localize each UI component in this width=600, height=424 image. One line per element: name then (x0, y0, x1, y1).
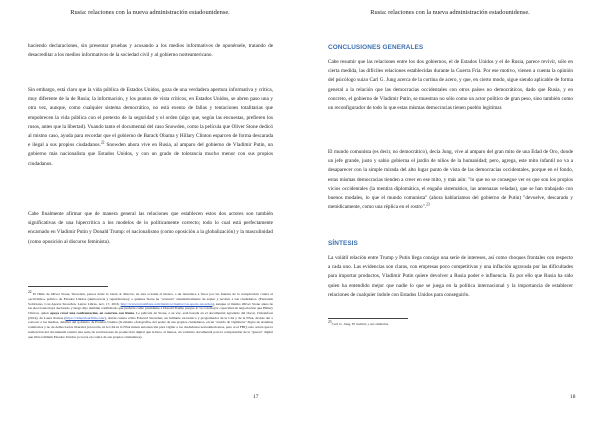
footnote-ref-23[interactable]: 23 (426, 202, 430, 207)
right-paragraph-3: La volátil relación entre Trump y Putin llega consigo una serie de intereses, así como choques frontales con respecto a cada uno. Las evidencias son claras, con empresas poco competitivas y una inflación agravada por las dificultades para importar productos, Vladimir Putin quiere devolver a Rusia poder e influencia. Es por ello que Rusia ha sido quien ha entendido mejor que nadie lo que se juega en la política internacional y la importancia de establecer relaciones de cualquier índole con Estados Unidos para conseguirlo. (328, 255, 573, 298)
footnote-divider-right (328, 318, 408, 319)
left-paragraph-1: haciendo declaraciones, sin presentar pruebas y acusando a los medios informativos de oponérsele, tratando de desacreditar a los medios informativos de la sociedad civil y al gobierno norteamericano. (28, 43, 273, 59)
footnote-marker: 23 (328, 320, 332, 324)
footnote-ref-22[interactable]: 22 (100, 140, 105, 145)
page-number-right: 18 (570, 394, 576, 400)
left-paragraph-2: Sin embargo, está claro que la vida pública de Estados Unidos, goza de una verdadera apertura informativa y crítica, muy diferente de la de Rusia; la información, y los puntos de vista críticos, en Estados Unidos, se abren paso una y otra vez, aunque, como cualquier sistema democrático, no está exento de fallas y tentaciones totalitarias que empobrecen la vida pública con el pretexto de la seguridad y el orden (algo que, según las encuestas, prefieren los rusos, antes que la libertad). Vuando tanto el documental del caso Snowden, como la película que Oliver Stone dedicó al mismo caso, ayuda para recordar que el gobierno de Barack Obama y Hillary Clinton esparcen de forma descarada e ilegal a sus propios ciudadanos.$^{22}$ Snowden ahora vive en Rusia, al amparo del gobierno de Vladimir Putin, un gobierno más nacionalista que Estados Unidos, y con un grado de tolerancia mucho menor con sus propios ciudadanos. (28, 87, 273, 167)
right-paragraph-2: El mundo comunista (es decir, no democrático), decía Jung, vive al amparo del gran mito de una Edad de Oro, donde un jefe grande, justo y sabio gobierna el jardín de niños de la humanidad; pero, agrega, este mito infantil no va a desaparecer con la simple mirada del alto lugar punto de vista de las democracias occidentales, porque en el fondo, estas mismas democracias tienden a creer en ese mito, y más aún: "lo que no se consegue ver es que son los propios vicios occidentales (la mentira diplomática, el engaño sistemático, las amenazas veladas), que se han trabajado con buenos modales, lo que el mundo comunista" (ahora hablaríamos del gobierno de Putin) "devuelve, descarado y metódicamente, como una réplica en el rostro".$^{23}$ (328, 149, 573, 211)
footnote-divider-left (28, 286, 108, 287)
heading-conclusiones: CONCLUSIONES GENERALES (328, 44, 424, 51)
page-number-left: 17 (253, 394, 259, 400)
footnote-23: $^{23}$Carl G. Jung, El hombre y sus símbolos. (328, 320, 390, 327)
footnote-link-letraslibres[interactable]: http://www.letraslibres.com/mexico/cinema/con-aporte-snowden (120, 301, 213, 306)
right-paragraph-1: Cabe resumir que las relaciones entre los dos gobiernos, el de Estados Unidos y el de Rusia, parece revivir, sólo en cierta medida, las difíciles relaciones establecidas durante la Guerra Fría. Por ese motivo, vienen a cuenta la opinión del psicólogo suizo Carl G. Jung acerca de la cortina de acero, y que, en cierto modo, sigue siendo aplicable de forma general a la relación que las democracias occidentales con otros países no democráticos, dado que Rusia, y en concreto, el gobierno de Vladimir Putin, se muestran no sólo como un actor político de gran peso, sino también como un reconfigurador de todo lo que estas mismas democracias tienen pueblo legitimar. (328, 59, 573, 112)
footnote-emphasis: apoya crear una confrontación, en concreto con Rusia (49, 310, 134, 315)
footnote-marker: 22 (28, 290, 32, 294)
right-page (300, 0, 600, 424)
running-head-right: Rusia: relaciones con la nueva administración estadounidense. (370, 9, 530, 16)
footnote-22: $^{22}$ El filme de Oliver Stone, Snowden, parece darle la razón al director, en esta ocasión al menos, a un desenlace a favor por las fuentes de la conspiración contra el «activismo» político de Estados Unidos (democracia y republicanos); a quienes Stone ha "acusado" sistemáticamente de espiar y recabar a sus ciudadanos. (Fernanda Solórzano, Con Aporte Snowden, Letras Libres, nov. 17, 2016. http://www.letraslibres.com/mexico/cinema/con-aporte-snowden), aunque al mismo Oliver Stone antes de las elecciones haya declarado y luego dijo también confirmado que prefería como presidente a Donald Trump porque lo ve con mayor capacidad de negociación que Hillary Clinton, quien apoya crear una confrontación, en concreto con Rusia. La película de Stone, a su vez, está basada en el documental agradado del Oscar, Citizenfour (2014), de Laura Poitras (https://citizenfourfilm.com/), donde cuenta cómo Edward Snowden, un brillante ex-técnico y programador de la CIA y de la NSA, decide dar a conocer a los medios, detalles del gobierno de Estados Unidos (la misma «fotografía» del poder de sus propios ciudadanos, en un "estado de vigilancia" digno de sistemas totalitarios y no de democracias liberales (en teoría, ni la CIA ni la NSA tienen autorización para vigilar a los ciudadanos norteamericanos, pero sí el FBI); esto aclara que la realización del documental resultó una serie de revelaciones de producción digital que le hizo, al menos, un vaticinio documental para la comprensión de la "guerra" digital que libra también Estados Unidos (a veces en contra de sus propios ciudadanos). (28, 290, 274, 339)
running-head-left: Rusia: relaciones con la nueva administración estadounidense. (70, 9, 230, 16)
footnote-link-citizenfour[interactable]: https://citizenfourfilm.com/ (65, 315, 105, 320)
heading-sintesis: SÍNTESIS (328, 240, 358, 247)
left-paragraph-3: Cabe finalmente afirmar que de manera general las relaciones que establecen estos dos actores son también significativas de una hipercrítica a los modelos de lo políticamente correcto; todo lo cual está perfectamente encarnado en Vladimir Putin y Donald Trump: el nacionalismo (como oposición a la globalización) y la masculinidad (como oposición al discurso feminista). (28, 211, 273, 245)
